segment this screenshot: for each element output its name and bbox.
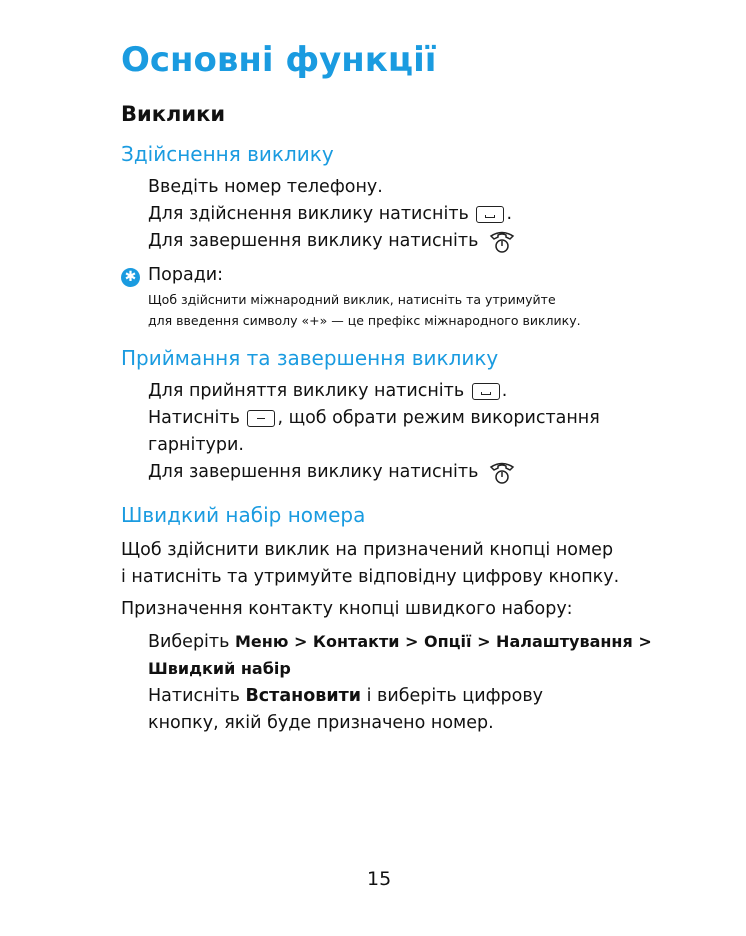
making-call-line3 — [148, 228, 516, 255]
soft-key-icon — [247, 410, 275, 427]
speed-dial-para1-line2: і натисніть та утримуйте відповідну цифрову кнопку. — [121, 567, 620, 587]
page-number: 15 — [367, 868, 392, 890]
tip-icon: ✱ — [121, 268, 140, 287]
speed-dial-para1-line1: Щоб здійснити виклик на призначений кнопці номер — [121, 540, 614, 560]
speed-dial-para2: Призначення контакту кнопці швидкого набору: — [121, 599, 573, 619]
making-call-line2: Для здійснення виклику натисніть . — [148, 204, 513, 224]
speed-dial-step2-suffix: і виберіть цифрову — [366, 686, 544, 706]
call-key-icon — [472, 383, 500, 400]
end-key-icon — [488, 459, 516, 485]
speed-dial-step2-prefix: Натисніть — [148, 686, 240, 706]
section-title: Виклики — [121, 102, 226, 126]
answer-call-heading: Приймання та завершення виклику — [121, 346, 499, 370]
answer-call-line2b: , щоб обрати режим використання — [277, 408, 600, 428]
tips-line1: Щоб здійснити міжнародний виклик, натисніть та утримуйте — [148, 292, 556, 307]
answer-call-line4 — [148, 459, 516, 486]
making-call-line2-text: Для здійснення виклику натисніть — [148, 204, 469, 224]
speed-dial-menu-path: Меню > Контакти > Опції > Налаштування > — [235, 632, 652, 651]
speed-dial-heading: Швидкий набір номера — [121, 503, 366, 527]
answer-call-line3: гарнітури. — [148, 435, 244, 455]
answer-call-line4-text: Для завершення виклику натисніть — [148, 462, 479, 482]
call-key-icon — [476, 206, 504, 223]
speed-dial-step2 — [148, 683, 543, 710]
speed-dial-step1 — [148, 628, 652, 656]
making-call-line3-text: Для завершення виклику натисніть — [148, 231, 479, 251]
answer-call-line2 — [148, 405, 600, 432]
end-key-icon — [488, 228, 516, 254]
speed-dial-step1-prefix: Виберіть — [148, 632, 230, 652]
making-call-line1: Введіть номер телефону. — [148, 177, 383, 197]
speed-dial-step2-bold: Встановити — [245, 686, 361, 706]
tips-line2: для введення символу «+» — це префікс міжнародного виклику. — [148, 313, 581, 328]
making-call-heading: Здійснення виклику — [121, 142, 334, 166]
page-title: Основні функції — [121, 40, 437, 80]
speed-dial-step2-line2: кнопку, якій буде призначено номер. — [148, 713, 494, 733]
answer-call-line1-text: Для прийняття виклику натисніть — [148, 381, 465, 401]
speed-dial-menu-path-2: Швидкий набір — [148, 659, 291, 678]
answer-call-line1: Для прийняття виклику натисніть . — [148, 381, 508, 401]
answer-call-line2a: Натисніть — [148, 408, 240, 428]
tips-label: Поради: — [148, 265, 224, 285]
